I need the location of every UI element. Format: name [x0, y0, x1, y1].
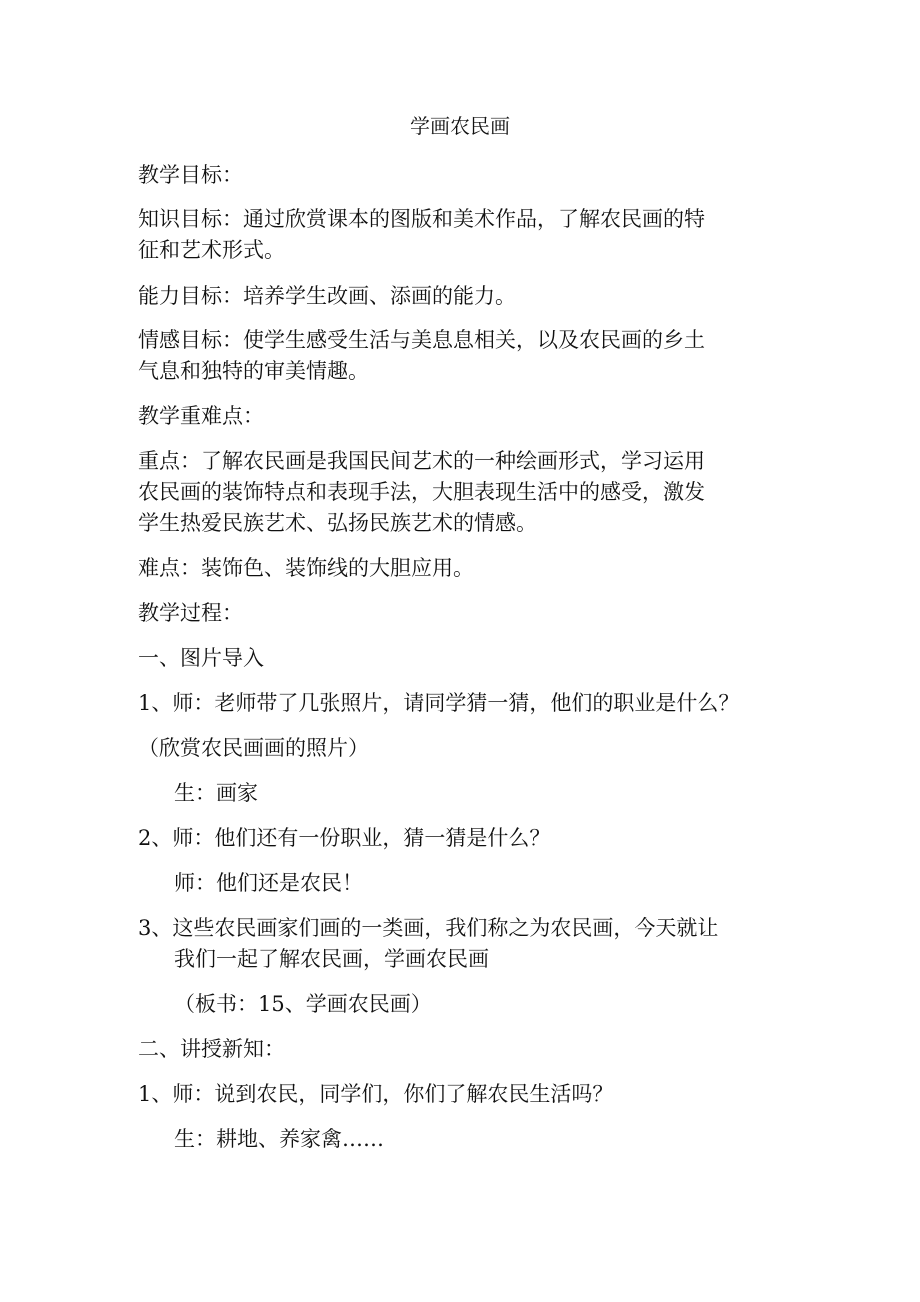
knowledge-goal-line-1: 知识目标：通过欣赏课本的图版和美术作品，了解农民画的特: [138, 207, 705, 231]
ability-goal: 能力目标：培养学生改画、添画的能力。: [138, 284, 516, 308]
section-2-heading: 二、讲授新知：: [138, 1037, 285, 1061]
key-point-line-2: 农民画的装饰特点和表现手法，大胆表现生活中的感受，激发: [138, 480, 705, 504]
teaching-goals-heading: 教学目标：: [138, 163, 243, 187]
key-point-line-3: 学生热爱民族艺术、弘扬民族艺术的情感。: [138, 511, 537, 535]
section-1-item-3-note: （板书：15、学画农民画）: [174, 992, 432, 1016]
document-title: 学画农民画: [410, 114, 510, 138]
section-1-item-2-answer: 师：他们还是农民！: [174, 871, 363, 895]
section-1-item-1-note: （欣赏农民画画的照片）: [138, 736, 369, 760]
key-difficult-heading: 教学重难点：: [138, 404, 264, 428]
section-1-item-1-answer: 生：画家: [174, 781, 258, 805]
section-1-item-1: 1、师：老师带了几张照片，请同学猜一猜，他们的职业是什么？: [138, 691, 740, 715]
key-point-line-1: 重点：了解农民画是我国民间艺术的一种绘画形式，学习运用: [138, 449, 705, 473]
difficult-point: 难点：装饰色、装饰线的大胆应用。: [138, 556, 474, 580]
section-1-item-2: 2、师：他们还有一份职业，猜一猜是什么？: [138, 826, 551, 850]
process-heading: 教学过程：: [138, 601, 243, 625]
emotion-goal-line-2: 气息和独特的审美情趣。: [138, 359, 369, 383]
section-1-heading: 一、图片导入: [138, 646, 264, 670]
section-1-item-3-line-2: 我们一起了解农民画，学画农民画: [174, 947, 489, 971]
emotion-goal-line-1: 情感目标：使学生感受生活与美息息相关，以及农民画的乡土: [138, 328, 705, 352]
knowledge-goal-line-2: 征和艺术形式。: [138, 238, 285, 262]
section-1-item-3-line-1: 3、这些农民画家们画的一类画，我们称之为农民画，今天就让: [138, 916, 719, 940]
section-2-item-1-answer: 生：耕地、养家禽……: [174, 1127, 384, 1151]
section-2-item-1: 1、师：说到农民，同学们，你们了解农民生活吗？: [138, 1082, 614, 1106]
